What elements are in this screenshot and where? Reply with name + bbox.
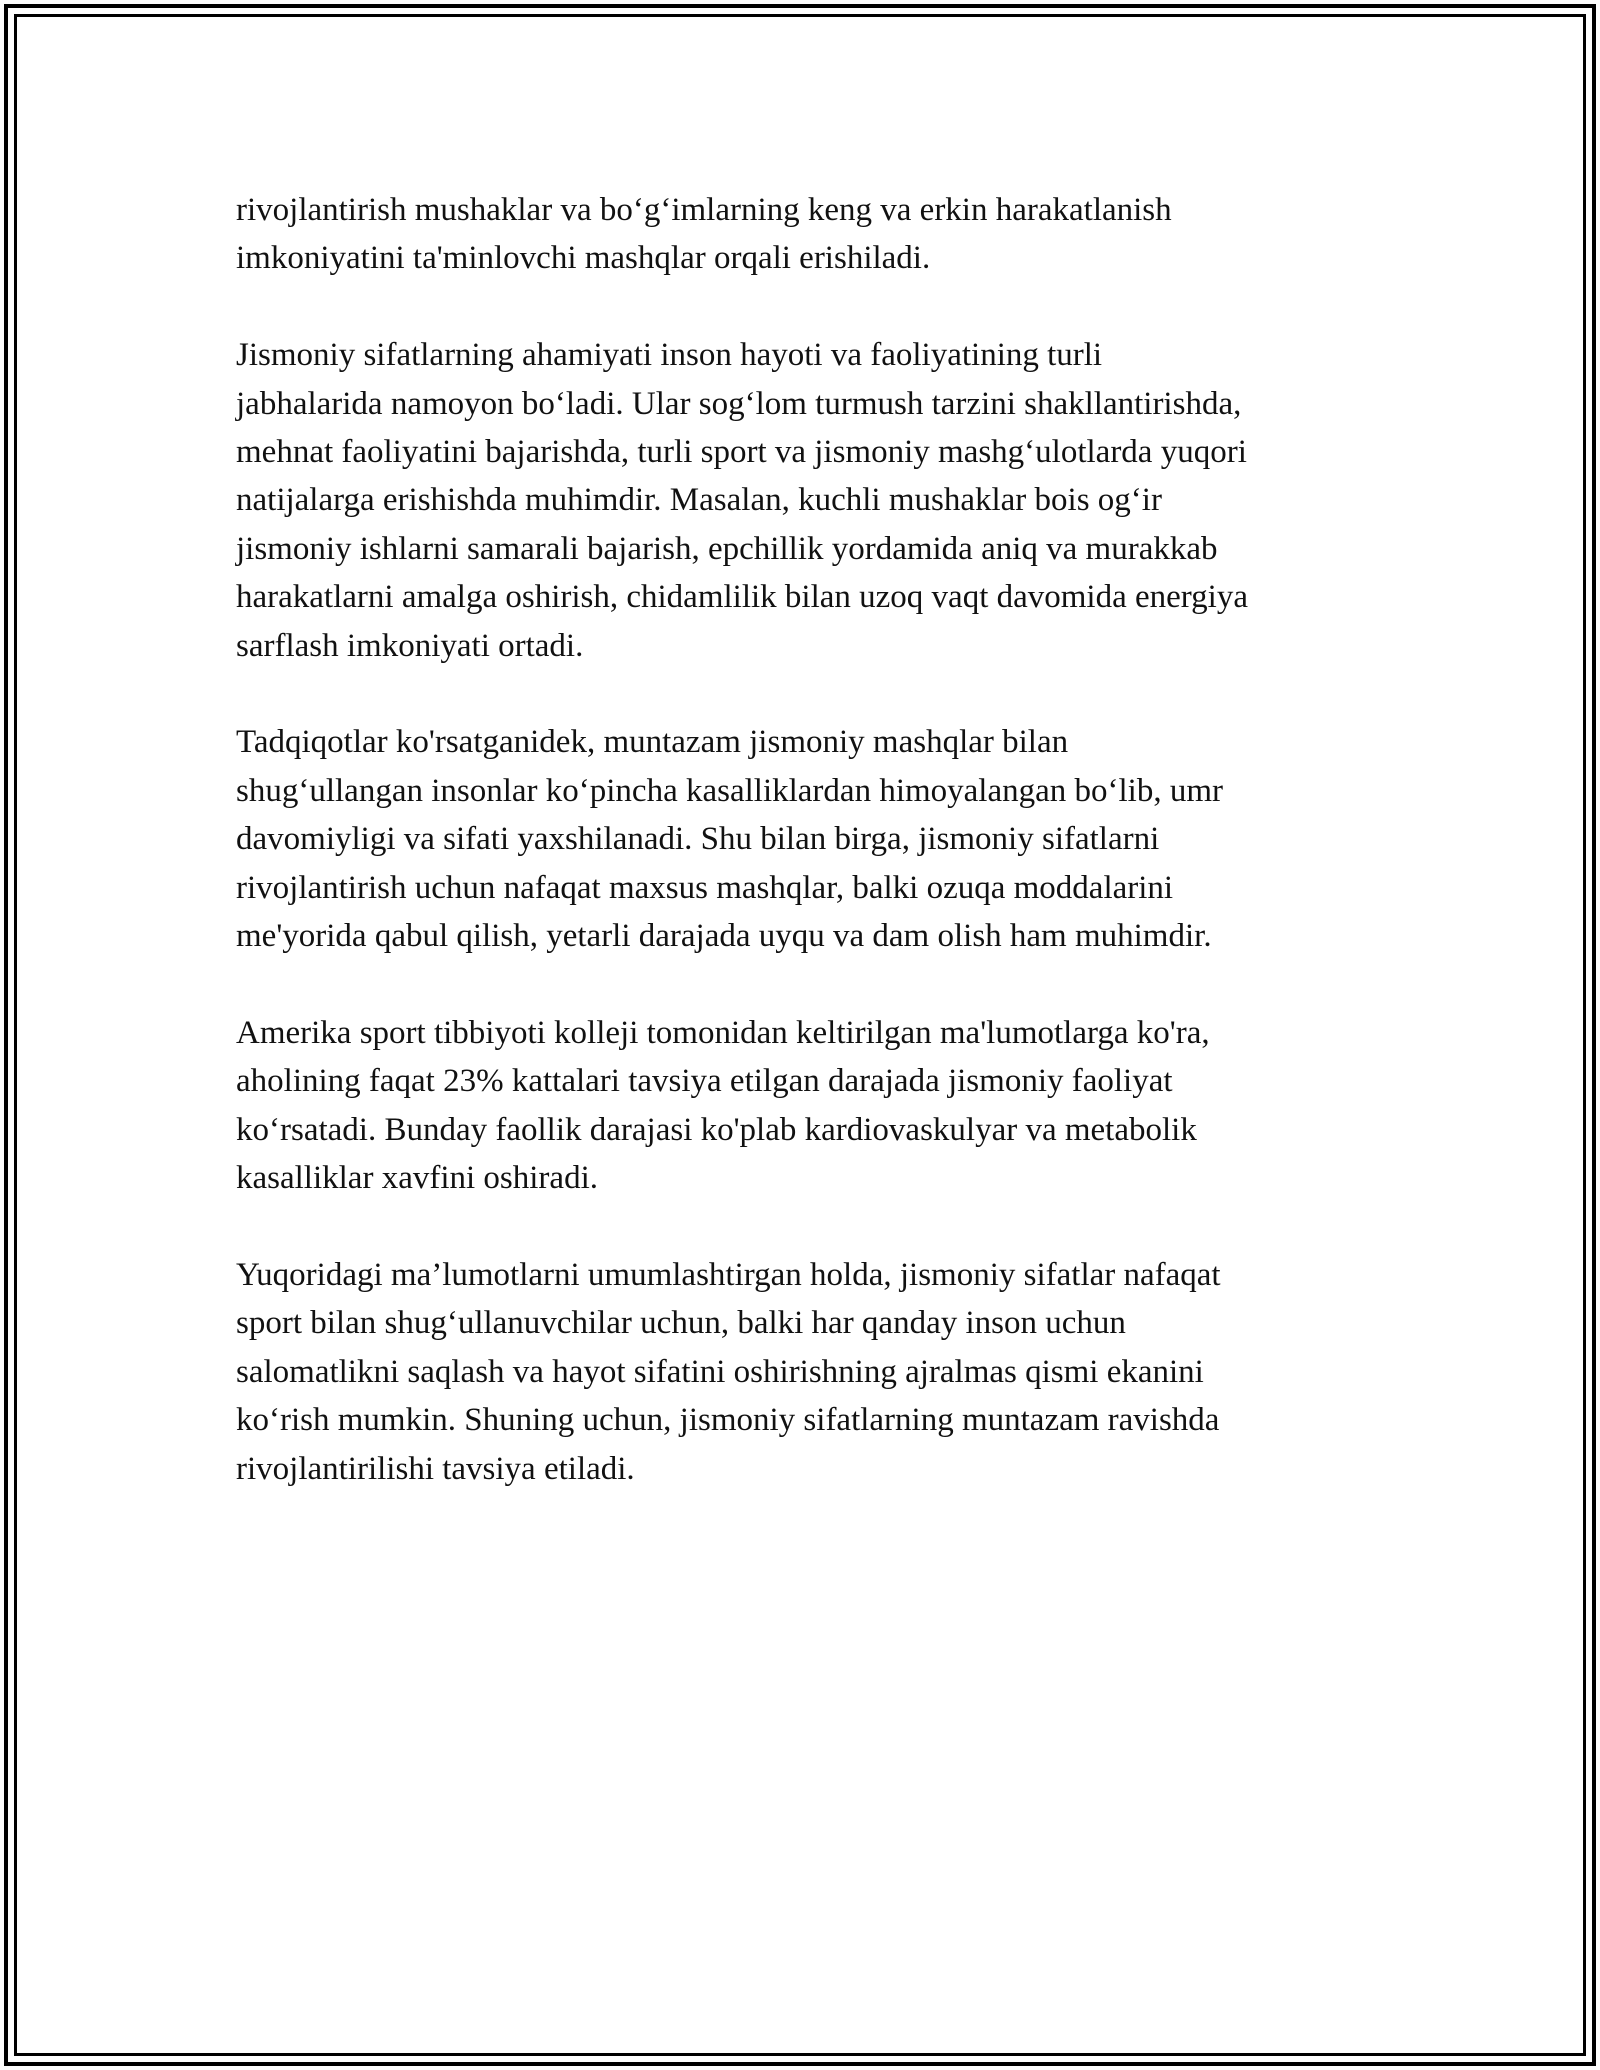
text-line: jismoniy ishlarni samarali bajarish, epchillik yordamida aniq va murakkab	[236, 530, 1218, 567]
text-line: natijalarga erishishda muhimdir. Masalan, kuchli mushaklar bois og‘ir	[236, 482, 1162, 519]
text-line: ko‘rsatadi. Bunday faollik darajasi ko'plab kardiovaskulyar va metabolik	[236, 1111, 1197, 1148]
text-line: me'yorida qabul qilish, yetarli darajada uyqu va dam olish ham muhimdir.	[236, 918, 1212, 955]
paragraph-4	[236, 1009, 1396, 1203]
text-line: Tadqiqotlar ko'rsatganidek, muntazam jismoniy mashqlar bilan	[236, 724, 1069, 761]
paragraph-5	[236, 1251, 1396, 1493]
text-line: davomiyligi va sifati yaxshilanadi. Shu bilan birga, jismoniy sifatlarni	[236, 821, 1160, 858]
text-line: sport bilan shug‘ullanuvchilar uchun, balki har qanday inson uchun	[236, 1305, 1126, 1342]
text-line: Jismoniy sifatlarning ahamiyati inson hayoti va faoliyatining turli	[236, 337, 1103, 374]
paragraph-3	[236, 718, 1396, 960]
text-line: Yuqoridagi ma’lumotlarni umumlashtirgan holda, jismoniy sifatlar nafaqat	[236, 1256, 1221, 1293]
text-line: jabhalarida namoyon bo‘ladi. Ular sog‘lom turmush tarzini shakllantirishda,	[236, 385, 1242, 422]
text-line: mehnat faoliyatini bajarishda, turli sport va jismoniy mashg‘ulotlarda yuqori	[236, 434, 1247, 471]
text-line: salomatlikni saqlash va hayot sifatini oshirishning ajralmas qismi ekanini	[236, 1353, 1204, 1390]
paragraph-1	[236, 186, 1396, 283]
text-line: rivojlantirilishi tavsiya etiladi.	[236, 1450, 635, 1487]
document-body	[236, 186, 1396, 1493]
text-line: aholining faqat 23% kattalari tavsiya etilgan darajada jismoniy faoliyat	[236, 1063, 1173, 1100]
text-line: rivojlantirish uchun nafaqat maxsus mashqlar, balki ozuqa moddalarini	[236, 869, 1174, 906]
text-line: rivojlantirish mushaklar va bo‘g‘imlarning keng va erkin harakatlanish	[236, 192, 1172, 228]
text-line: kasalliklar xavfini oshiradi.	[236, 1160, 598, 1197]
text-line: harakatlarni amalga oshirish, chidamlilik bilan uzoq vaqt davomida energiya	[236, 579, 1248, 616]
text-line: imkoniyatini ta'minlovchi mashqlar orqali erishiladi.	[236, 240, 931, 277]
text-line: shug‘ullangan insonlar ko‘pincha kasalliklardan himoyalangan bo‘lib, umr	[236, 772, 1224, 809]
text-line: Amerika sport tibbiyoti kolleji tomonidan keltirilgan ma'lumotlarga ko'ra,	[236, 1014, 1210, 1051]
paragraph-2	[236, 331, 1396, 670]
text-line: ko‘rish mumkin. Shuning uchun, jismoniy sifatlarning muntazam ravishda	[236, 1402, 1220, 1439]
text-line: sarflash imkoniyati ortadi.	[236, 627, 584, 664]
